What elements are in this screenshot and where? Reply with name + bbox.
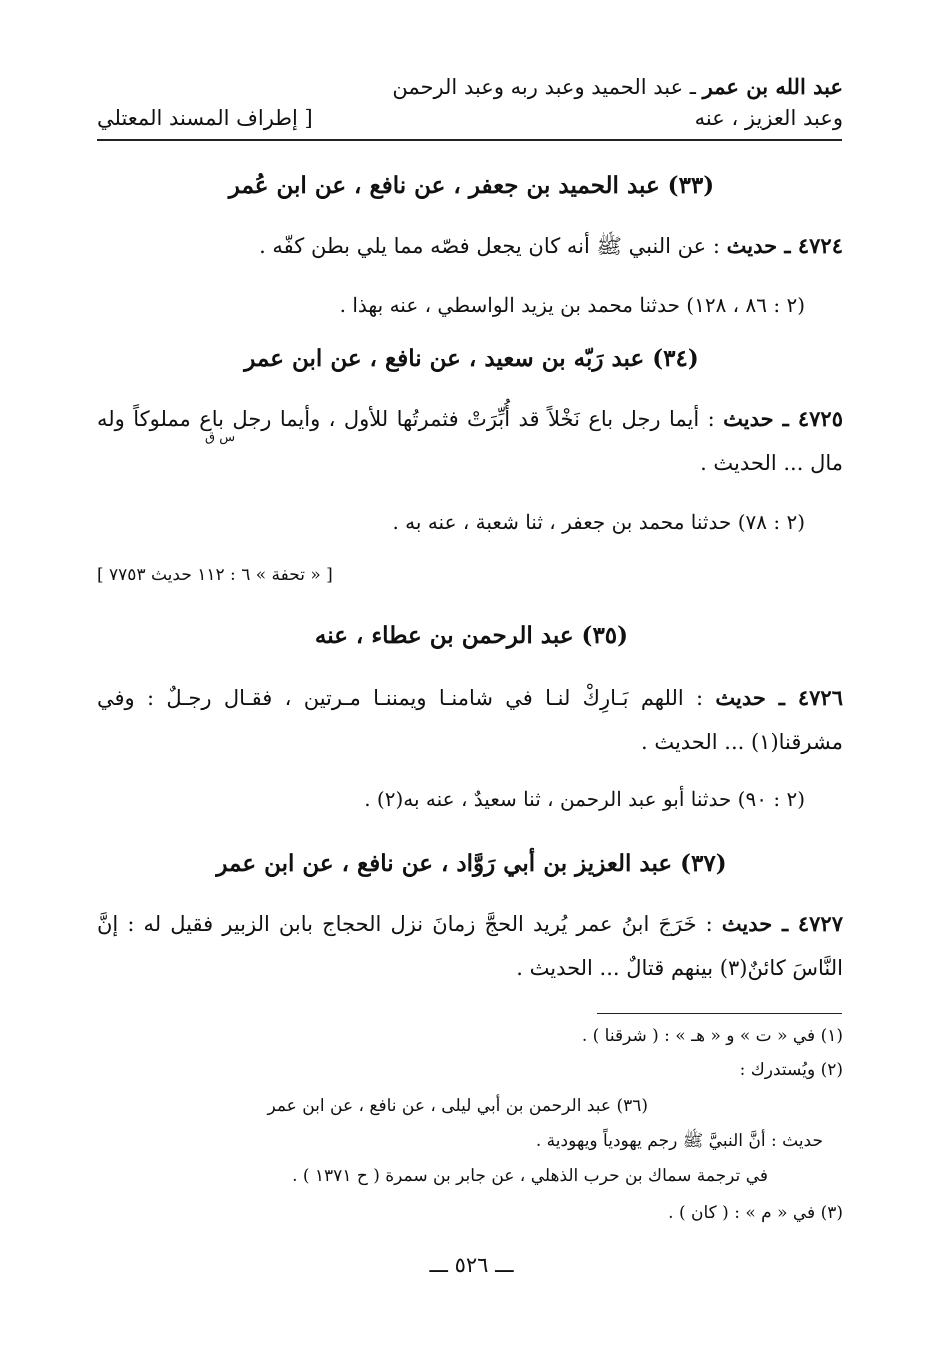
hadith-number: ٤٧٢٤ ـ حديث xyxy=(726,233,843,258)
margin-siglum: س ق xyxy=(205,430,236,445)
running-head-title xyxy=(392,74,843,99)
footnote: (٣) في « م » : ( كان ) . xyxy=(668,1203,843,1223)
hadith-number: ٤٧٢٦ ـ حديث xyxy=(715,685,843,710)
hadith-entry xyxy=(97,902,843,990)
hadith-source: (٢ : ٧٨) حدثنا محمد بن جعفر ، ثنا شعبة ، عنه به . xyxy=(392,510,805,534)
hadith-source: (٢ : ٩٠) حدثنا أبو عبد الرحمن ، ثنا سعيدٌ ، عنه به(٢) . xyxy=(364,787,805,811)
hadith-entry xyxy=(97,676,843,764)
section-heading: (٣٥) عبد الرحمن بن عطاء ، عنه xyxy=(314,622,629,649)
hadith-number: ٤٧٢٧ ـ حديث xyxy=(721,911,843,936)
hadith-number: ٤٧٢٥ ـ حديث xyxy=(723,406,843,431)
footnote-rule xyxy=(597,1013,842,1014)
running-head-bold: عبد الله بن عمر xyxy=(702,74,843,99)
running-head-rest: ـ عبد الحميد وعبد ربه وعبد الرحمن xyxy=(392,75,703,99)
header-rule xyxy=(97,139,842,141)
footnote-subheading: (٣٦) عبد الرحمن بن أبي ليلى ، عن نافع ، عن ابن عمر xyxy=(267,1096,648,1116)
section-heading: (٣٣) عبد الحميد بن جعفر ، عن نافع ، عن ابن عُمر xyxy=(228,172,715,199)
footnote: (١) في « ت » و « هـ » : ( شرقنا ) . xyxy=(581,1026,843,1046)
hadith-source: (٢ : ٨٦ ، ١٢٨) حدثنا محمد بن يزيد الواسطي ، عنه بهذا . xyxy=(339,293,805,317)
page-number: ـــ ٥٢٦ ـــ xyxy=(429,1253,514,1277)
section-heading: (٣٧) عبد العزيز بن أبي رَوَّاد ، عن نافع ، عن ابن عمر xyxy=(216,850,727,877)
hadith-text: : عن النبي ﷺ أنه كان يجعل فصّه مما يلي بطن كفّه . xyxy=(259,234,727,258)
footnote: (٢) ويُستدرك : xyxy=(739,1060,843,1080)
footnote-text: حديث : أنَّ النبيَّ ﷺ رجم يهودياً ويهودية . xyxy=(535,1131,823,1151)
running-head-line2: وعبد العزيز ، عنه xyxy=(694,106,843,130)
hadith-text: : اللهم بَـارِكْ لنـا في شامنـا ويمننـا مـرتين ، فقـال رجـلٌ : وفي مشرقنا(١) ... الحديث . xyxy=(97,686,843,754)
book-title: [ إطراف المسند المعتلي xyxy=(97,106,313,130)
hadith-text: : أيما رجل باع نَخْلاً قد أُبِّرَتْ فثمرتُها للأول ، وأيما رجل باع مملوكاً وله مال ... الحديث . xyxy=(97,407,843,475)
hadith-entry xyxy=(97,224,843,268)
tuhfa-reference: [ « تحفة » ٦ : ١١٢ حديث ٧٧٥٣ ] xyxy=(97,565,333,585)
hadith-text: : خَرَجَ ابنُ عمر يُريد الحجَّ زمانَ نزل الحجاج بابن الزبير فقيل له : إنَّ النَّاسَ كائنٌ(٣) بينهم قتالٌ ... الحديث . xyxy=(97,912,843,980)
section-heading: (٣٤) عبد رَبّه بن سعيد ، عن نافع ، عن ابن عمر xyxy=(244,345,699,372)
footnote-text: في ترجمة سماك بن حرب الذهلي ، عن جابر بن سمرة ( ح ١٣٧١ ) . xyxy=(292,1166,768,1186)
